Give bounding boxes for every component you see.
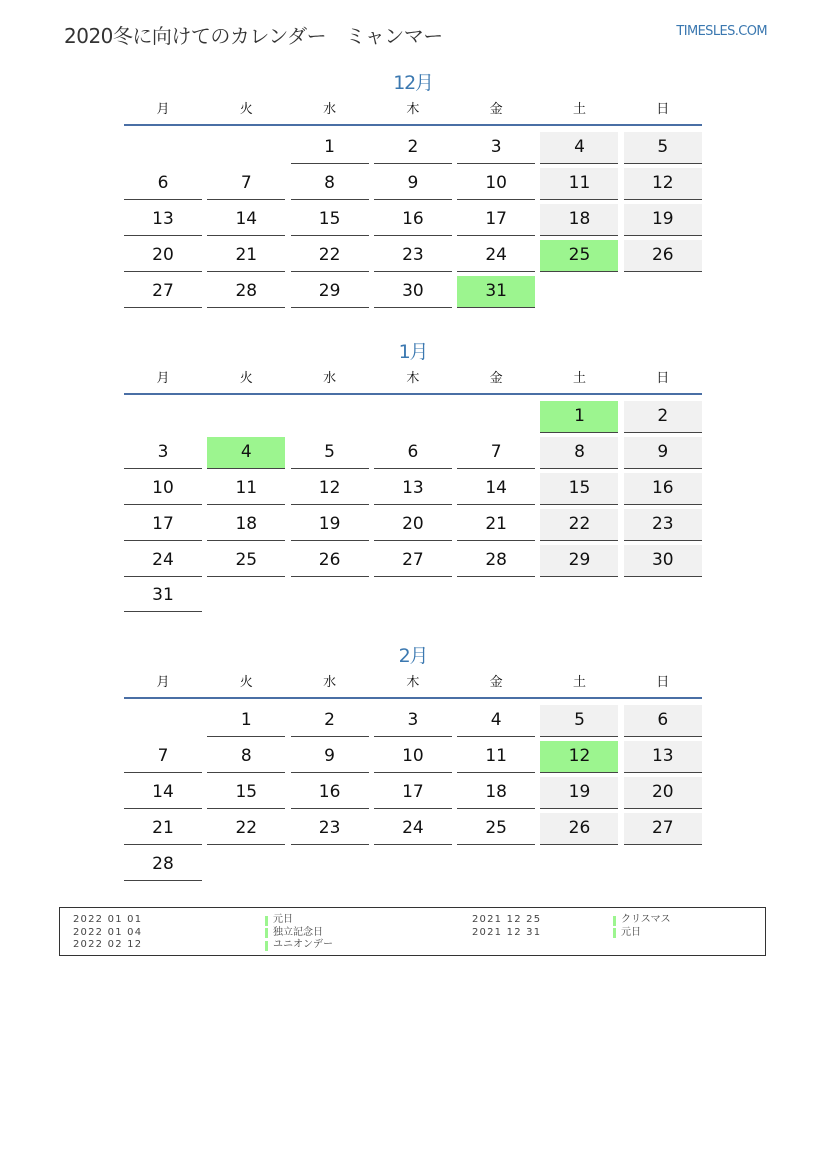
day-cell: 11 <box>457 741 535 773</box>
day-cell: 21 <box>457 509 535 541</box>
day-cell: 8 <box>207 741 285 773</box>
empty-cell <box>124 705 202 737</box>
day-grid <box>124 401 702 612</box>
day-cell: 6 <box>374 437 452 469</box>
day-cell: 15 <box>291 204 369 236</box>
weekday-header <box>124 98 702 124</box>
day-cell: 9 <box>624 437 702 469</box>
day-cell: 4 <box>457 705 535 737</box>
day-cell: 19 <box>624 204 702 236</box>
day-cell: 14 <box>457 473 535 505</box>
day-cell: 7 <box>457 437 535 469</box>
weekday-header <box>124 367 702 393</box>
day-cell: 13 <box>624 741 702 773</box>
day-cell: 2 <box>374 132 452 164</box>
day-cell: 25 <box>457 813 535 845</box>
day-cell: 23 <box>624 509 702 541</box>
day-cell: 18 <box>540 204 618 236</box>
day-cell-holiday: 25 <box>540 240 618 272</box>
day-cell: 20 <box>124 240 202 272</box>
day-cell: 12 <box>624 168 702 200</box>
day-cell: 11 <box>540 168 618 200</box>
day-cell: 28 <box>124 849 202 881</box>
day-cell: 11 <box>207 473 285 505</box>
day-cell: 19 <box>540 777 618 809</box>
day-cell: 22 <box>207 813 285 845</box>
empty-cell <box>374 401 452 433</box>
day-cell: 17 <box>457 204 535 236</box>
day-cell: 27 <box>374 545 452 577</box>
legend-row <box>73 927 142 940</box>
day-cell: 31 <box>124 580 202 612</box>
legend-row <box>613 927 671 940</box>
day-cell: 18 <box>207 509 285 541</box>
day-cell: 8 <box>291 168 369 200</box>
holiday-color-marker <box>265 916 268 926</box>
day-cell: 27 <box>124 276 202 308</box>
day-cell: 3 <box>374 705 452 737</box>
weekday-label: 金 <box>489 675 503 690</box>
day-cell: 7 <box>207 168 285 200</box>
day-cell: 10 <box>374 741 452 773</box>
day-cell: 14 <box>207 204 285 236</box>
day-cell-holiday: 12 <box>540 741 618 773</box>
day-cell: 20 <box>624 777 702 809</box>
header-divider <box>124 697 702 699</box>
empty-cell <box>124 401 202 433</box>
day-cell: 9 <box>374 168 452 200</box>
legend-row <box>73 939 142 952</box>
day-cell: 23 <box>291 813 369 845</box>
weekday-label: 水 <box>323 675 337 690</box>
site-link[interactable]: TIMESLES.COM <box>676 24 767 39</box>
day-cell: 25 <box>207 545 285 577</box>
day-cell: 17 <box>374 777 452 809</box>
day-cell: 3 <box>457 132 535 164</box>
legend-date: 2022 02 12 <box>73 939 143 950</box>
day-cell: 15 <box>540 473 618 505</box>
day-cell: 24 <box>457 240 535 272</box>
day-cell: 8 <box>540 437 618 469</box>
day-cell: 16 <box>374 204 452 236</box>
weekday-label: 金 <box>489 102 503 117</box>
day-cell: 26 <box>291 545 369 577</box>
day-cell: 26 <box>540 813 618 845</box>
day-grid <box>124 132 702 308</box>
day-cell: 9 <box>291 741 369 773</box>
weekday-label: 月 <box>156 371 170 386</box>
legend-date: 2021 12 25 <box>472 914 542 925</box>
month-february <box>124 641 702 881</box>
weekday-label: 水 <box>323 102 337 117</box>
page-title: 2020冬に向けてのカレンダー ミャンマー <box>64 24 443 48</box>
day-cell: 21 <box>124 813 202 845</box>
weekday-label: 日 <box>656 675 670 690</box>
day-cell: 16 <box>291 777 369 809</box>
weekday-label: 木 <box>406 102 420 117</box>
legend-row <box>472 914 541 927</box>
weekday-label: 月 <box>156 102 170 117</box>
legend-holiday-name: 元日 <box>621 926 641 938</box>
holiday-color-marker <box>265 941 268 951</box>
month-title: 1月 <box>398 341 428 363</box>
legend-row <box>73 914 142 927</box>
day-cell: 18 <box>457 777 535 809</box>
month-december <box>124 68 702 308</box>
day-cell: 14 <box>124 777 202 809</box>
day-cell: 16 <box>624 473 702 505</box>
legend-date: 2022 01 04 <box>73 926 143 938</box>
month-title: 2月 <box>398 645 428 667</box>
day-cell: 12 <box>291 473 369 505</box>
header-divider <box>124 393 702 395</box>
legend-date: 2021 12 31 <box>472 926 542 938</box>
day-cell: 17 <box>124 509 202 541</box>
holiday-color-marker <box>613 928 616 938</box>
day-cell: 1 <box>291 132 369 164</box>
day-cell: 26 <box>624 240 702 272</box>
day-cell: 2 <box>291 705 369 737</box>
day-cell: 28 <box>207 276 285 308</box>
day-cell: 10 <box>457 168 535 200</box>
holiday-color-marker <box>265 928 268 938</box>
month-title: 12月 <box>393 72 433 94</box>
holiday-color-marker <box>613 916 616 926</box>
legend-row <box>265 914 333 927</box>
weekday-header <box>124 671 702 697</box>
legend-row <box>613 914 671 927</box>
weekday-label: 火 <box>239 371 253 386</box>
day-cell: 30 <box>374 276 452 308</box>
day-cell: 19 <box>291 509 369 541</box>
weekday-label: 月 <box>156 675 170 690</box>
legend-holiday-name: ユニオンデー <box>273 939 333 950</box>
day-cell: 3 <box>124 437 202 469</box>
day-cell: 27 <box>624 813 702 845</box>
weekday-label: 火 <box>239 675 253 690</box>
day-cell: 6 <box>624 705 702 737</box>
day-cell-holiday: 1 <box>540 401 618 433</box>
day-cell: 29 <box>540 545 618 577</box>
day-cell: 6 <box>124 168 202 200</box>
legend-date: 2022 01 01 <box>73 914 143 925</box>
day-cell: 5 <box>540 705 618 737</box>
day-cell: 13 <box>374 473 452 505</box>
day-cell: 7 <box>124 741 202 773</box>
weekday-label: 土 <box>572 102 586 117</box>
weekday-label: 土 <box>572 675 586 690</box>
day-cell: 24 <box>374 813 452 845</box>
weekday-label: 水 <box>323 371 337 386</box>
day-cell: 2 <box>624 401 702 433</box>
empty-cell <box>457 401 535 433</box>
day-cell: 1 <box>207 705 285 737</box>
empty-cell <box>207 132 285 164</box>
holiday-legend <box>59 907 766 956</box>
day-cell: 22 <box>291 240 369 272</box>
day-cell-holiday: 4 <box>207 437 285 469</box>
weekday-label: 木 <box>406 371 420 386</box>
weekday-label: 金 <box>489 371 503 386</box>
legend-holiday-name: 独立記念日 <box>273 926 323 938</box>
legend-row <box>265 939 333 952</box>
empty-cell <box>207 401 285 433</box>
day-cell: 4 <box>540 132 618 164</box>
day-cell: 22 <box>540 509 618 541</box>
empty-cell <box>124 132 202 164</box>
day-cell: 29 <box>291 276 369 308</box>
header-divider <box>124 124 702 126</box>
weekday-label: 木 <box>406 675 420 690</box>
empty-cell <box>291 401 369 433</box>
day-cell: 15 <box>207 777 285 809</box>
day-cell: 5 <box>624 132 702 164</box>
legend-holiday-name: 元日 <box>273 914 293 925</box>
legend-row <box>472 927 541 940</box>
day-cell: 10 <box>124 473 202 505</box>
month-january <box>124 337 702 612</box>
day-cell: 5 <box>291 437 369 469</box>
day-cell: 13 <box>124 204 202 236</box>
day-grid <box>124 705 702 881</box>
legend-holiday-name: クリスマス <box>621 914 671 925</box>
day-cell: 21 <box>207 240 285 272</box>
day-cell: 24 <box>124 545 202 577</box>
weekday-label: 土 <box>572 371 586 386</box>
day-cell: 28 <box>457 545 535 577</box>
weekday-label: 日 <box>656 371 670 386</box>
day-cell: 23 <box>374 240 452 272</box>
weekday-label: 日 <box>656 102 670 117</box>
legend-row <box>265 927 333 940</box>
day-cell-holiday: 31 <box>457 276 535 308</box>
weekday-label: 火 <box>239 102 253 117</box>
day-cell: 30 <box>624 545 702 577</box>
day-cell: 20 <box>374 509 452 541</box>
